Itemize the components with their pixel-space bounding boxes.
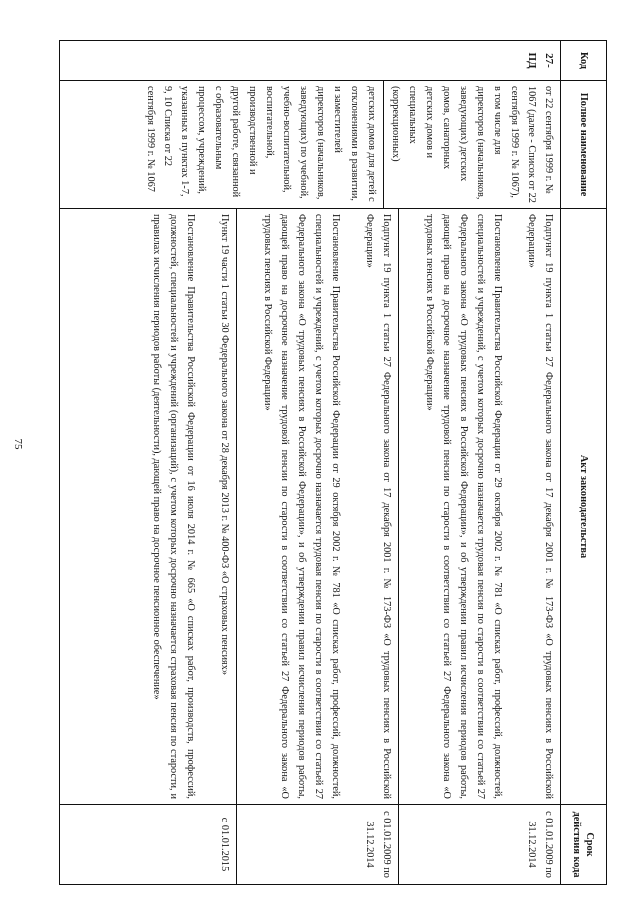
act-paragraph: Пункт 19 части 1 статьи 30 Федерального закона от 28 декабря 2013 г. № 400-ФЗ «О страховых пенсиях» [219,214,230,676]
full-name-cell [60,81,561,209]
header-full-name: Полное наименование [561,81,607,209]
period-cell: с 01.01.2009 по 31.12.2014 [237,805,399,885]
act-paragraph: Постановление Правительства Российской Федерации от 16 июля 2014 г. № 665 «О списках работ, производств, профессий, должностей, специальностей и учреждений (организаций), с учетом которых досрочно назначается страховая пенсия по старости, и правилах исчисления периодов работы (деятельности), дающей право на досрочное пенсионное обеспечение» [151,214,196,799]
act-paragraph: Подпункт 19 пункта 1 статьи 27 Федерального закона от 17 декабря 2001 г. № 173-ФЗ «О трудовых пенсиях в Российской Федерации» [526,214,554,799]
header-period: Срок действия кода [561,805,607,885]
full-name-part-1: от 22 сентября 1999 г. № 1067 (далее - Список от 22 сентября 1999 г. № 1067), в том числе для директоров (начальников, заведующих) детских домов, санаторных детских домов и специальных (коррекционных) [390,86,554,203]
code-cell: 27-ПД [60,41,561,81]
header-code: Код [561,41,607,81]
period-cell: с 01.01.2009 по 31.12.2014 [399,805,561,885]
legislation-table [59,40,607,885]
page-number: 75 [12,438,24,450]
rotated-table-container [59,40,607,885]
act-paragraph: Подпункт 19 пункта 1 статьи 27 Федерального закона от 17 декабря 2001 г. № 173-ФЗ «О трудовых пенсиях в Российской Федерации» [364,214,392,799]
act-cell [237,209,399,805]
table-row [399,41,561,885]
act-cell [399,209,561,805]
act-paragraph: Постановление Правительства Российской Федерации от 29 октября 2002 г. № 781 «О списках работ, профессий, должностей, специальностей и учреждений, с учетом которых досрочно назначается трудовая пенсия по старости в соответствии со статьей 27 Федерального закона «О трудовых пенсиях в Российской Федерации», и об утверждении правил исчисления периодов работы, дающей право на досрочное назначение трудовой пенсии по старости в соответствии со статьей 27 Федерального закона «О трудовых пенсиях в Российской Федерации» [424,214,503,799]
act-cell [60,209,237,805]
act-paragraph: Постановление Правительства Российской Федерации от 29 октября 2002 г. № 781 «О списках работ, профессий, должностей, специальностей и учреждений, с учетом которых досрочно назначается трудовая пенсия по старости в соответствии со статьей 27 Федерального закона «О трудовых пенсиях в Российской Федерации», и об утверждении правил исчисления периодов работы, дающей право на досрочное назначение трудовой пенсии по старости в соответствии со статьей 27 Федерального закона «О трудовых пенсиях в Российской Федерации» [262,214,341,799]
header-act: Акт законодательства [561,209,607,805]
table-header-row [561,41,607,885]
period-cell: с 01.01.2015 [60,805,237,885]
full-name-part-2: детских домов для детей с отклонениями в развитии, и заместителей директоров (начальников, заведующих) по учебной, учебно-воспитательной, воспитательной, производственной и другой работе, связанной с образовательным процессом, учреждений, указанных в пунктах 1-7, 9, 10 Списка от 22 сентября 1999 г. № 1067 [142,81,384,208]
